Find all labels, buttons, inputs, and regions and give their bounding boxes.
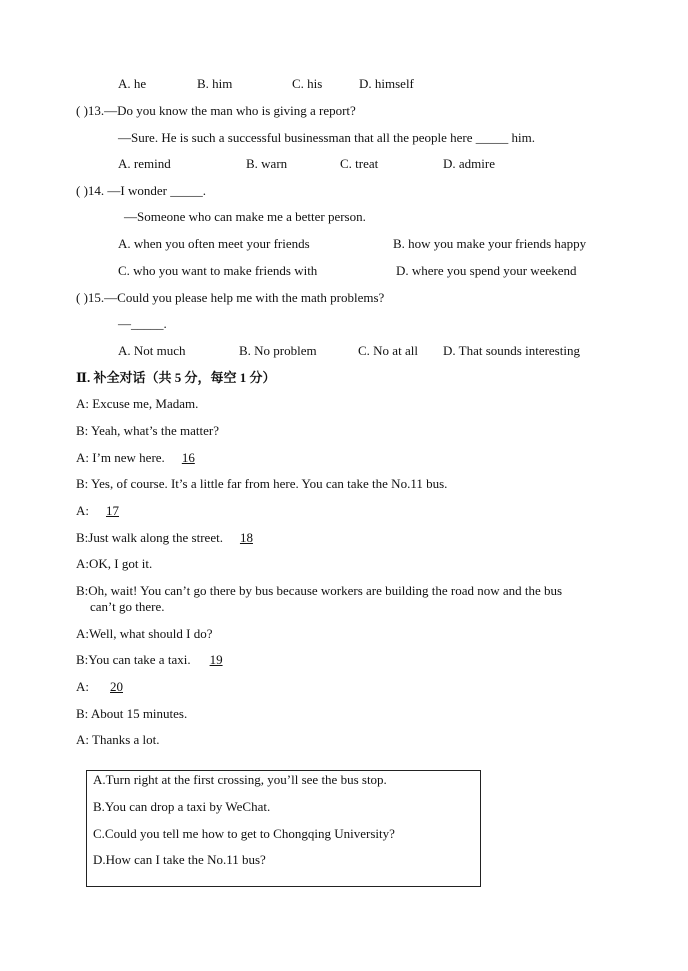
dialogue-line-6-text: B:Just walk along the street.	[76, 530, 223, 545]
blank-17: 17	[106, 503, 119, 518]
q15-stem: ( )15.—Could you please help me with the math problems?	[76, 290, 385, 305]
dialogue-line-3	[76, 450, 209, 466]
q15-option-d: D. That sounds interesting	[443, 343, 580, 358]
blank-19: 19	[209, 652, 223, 667]
dialogue-line-10-text: B:You can take a taxi.	[76, 652, 191, 667]
q14-option-d: D. where you spend your weekend	[396, 263, 577, 278]
dialogue-line-8: B:Oh, wait! You can’t go there by bus because workers are building the road now and the bus	[76, 583, 563, 598]
q15-option-c: C. No at all	[358, 343, 418, 358]
q13-reply-suffix: him.	[508, 130, 536, 145]
q14-reply: —Someone who can make me a better person.	[124, 209, 366, 224]
choice-a: A.Turn right at the first crossing, you’ll see the bus stop.	[93, 772, 387, 787]
dialogue-line-13: A: Thanks a lot.	[76, 732, 160, 747]
choice-d: D.How can I take the No.11 bus?	[93, 852, 266, 867]
q13-reply-prefix: —Sure. He is such a successful businessman that all the people here	[118, 130, 476, 145]
q13-option-b: B. warn	[246, 156, 288, 171]
q13-reply	[118, 130, 535, 146]
dialogue-line-4: B: Yes, of course. It’s a little far from here. You can take the No.11 bus.	[76, 476, 448, 491]
choice-b: B.You can drop a taxi by WeChat.	[93, 799, 271, 814]
q13-option-d: D. admire	[443, 156, 495, 171]
q15-reply: —_____.	[118, 316, 167, 331]
q13-option-a: A. remind	[118, 156, 171, 171]
dialogue-line-7: A:OK, I got it.	[76, 556, 153, 571]
dialogue-line-8-cont: can’t go there.	[90, 599, 165, 614]
dialogue-line-5-text: A:	[76, 503, 89, 518]
q12-option-a: A. he	[118, 76, 147, 91]
q13-option-c: C. treat	[340, 156, 379, 171]
section-2-title: Ⅱ. 补全对话（共 5 分，每空 1 分）	[76, 370, 276, 385]
dialogue-line-9: A:Well, what should I do?	[76, 626, 213, 641]
choices-box	[86, 770, 481, 887]
blank-16: 16	[181, 450, 195, 465]
q14-option-c: C. who you want to make friends with	[118, 263, 318, 278]
dialogue-line-2: B: Yeah, what’s the matter?	[76, 423, 219, 438]
q12-option-c: C. his	[292, 76, 323, 91]
q15-option-b: B. No problem	[239, 343, 317, 358]
dialogue-line-6	[76, 530, 267, 546]
dialogue-line-11	[76, 679, 141, 695]
q13-stem: ( )13.—Do you know the man who is giving a report?	[76, 103, 356, 118]
q13-reply-blank: _____	[475, 130, 509, 145]
q12-option-b: B. him	[197, 76, 233, 91]
dialogue-line-12: B: About 15 minutes.	[76, 706, 188, 721]
q14-option-a: A. when you often meet your friends	[118, 236, 310, 251]
dialogue-line-1: A: Excuse me, Madam.	[76, 396, 199, 411]
dialogue-line-5	[76, 503, 133, 519]
dialogue-line-10	[76, 652, 237, 668]
dialogue-line-11-text: A:	[76, 679, 89, 694]
blank-18: 18	[239, 530, 253, 545]
q15-option-a: A. Not much	[118, 343, 186, 358]
q14-stem: ( )14. —I wonder _____.	[76, 183, 206, 198]
q14-option-b: B. how you make your friends happy	[393, 236, 587, 251]
dialogue-line-3-text: A: I’m new here.	[76, 450, 165, 465]
blank-20: 20	[110, 679, 123, 694]
choice-c: C.Could you tell me how to get to Chongqing University?	[93, 826, 395, 841]
q12-option-d: D. himself	[359, 76, 414, 91]
